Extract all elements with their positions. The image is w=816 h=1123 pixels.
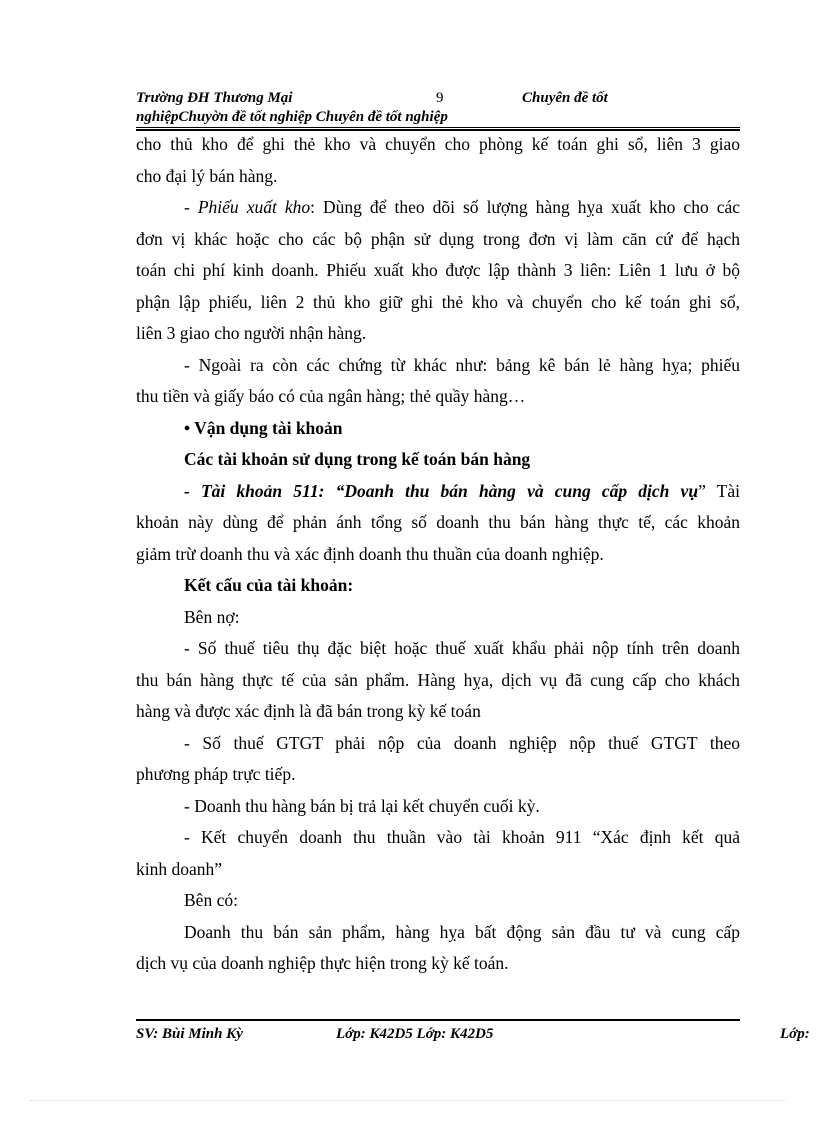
text-line: thu bán hàng thực tế của sản phẩm. Hàng hỵa, dịch vụ đã cung cấp cho khách bbox=[136, 669, 740, 690]
section-heading: • Vận dụng tài khoản bbox=[184, 417, 343, 438]
page-bottom-dotted-border bbox=[30, 1100, 786, 1101]
text-line: cho đại lý bán hàng. bbox=[136, 165, 278, 186]
header-rule-thin bbox=[136, 127, 740, 128]
text-line: - Phiếu xuất kho: Dùng để theo dõi số lượng hàng hỵa xuất kho cho các bbox=[184, 197, 740, 217]
text-line: giảm trừ doanh thu và xác định doanh thu thuần của doanh nghiệp. bbox=[136, 543, 604, 564]
text-line: dịch vụ của doanh nghiệp thực hiện trong kỳ kế toán. bbox=[136, 953, 509, 973]
page-number: 9 bbox=[436, 90, 444, 106]
footer-class: Lớp: K42D5 Lớp: K42D5 bbox=[336, 1026, 494, 1042]
text-line: - Doanh thu hàng bán bị trả lại kết chuyển cuối kỳ. bbox=[184, 795, 540, 816]
text-line: Bên nợ: bbox=[184, 606, 240, 627]
text-line: - Ngoài ra còn các chứng từ khác như: bảng kê bán lẻ hàng hỵa; phiếu bbox=[184, 354, 740, 375]
footer-class-cut: Lớp: bbox=[780, 1026, 810, 1042]
text-line: - Số thuế GTGT phải nộp của doanh nghiệp nộp thuế GTGT theo bbox=[184, 732, 740, 753]
text-line: - Số thuế tiêu thụ đặc biệt hoặc thuế xuất khẩu phải nộp tính trên doanh bbox=[184, 638, 740, 658]
term-phieu-xuat-kho: Phiếu xuất kho bbox=[197, 197, 311, 217]
text-line: toán chi phí kinh doanh. Phiếu xuất kho được lập thành 3 liên: Liên 1 lưu ở bộ bbox=[136, 260, 740, 280]
text-line: phận lập phiếu, liên 2 thủ kho giữ ghi thẻ kho và chuyển cho kế toán ghi sổ, bbox=[136, 291, 740, 312]
text-line: Bên có: bbox=[184, 890, 238, 910]
text-line: - Kết chuyển doanh thu thuần vào tài khoản 911 “Xác định kết quả bbox=[184, 827, 740, 847]
subsection-heading: Các tài khoản sử dụng trong kế toán bán hàng bbox=[184, 449, 531, 469]
text-line: cho thủ kho để ghi thẻ kho và chuyển cho phòng kế toán ghi sổ, liên 3 giao bbox=[136, 134, 740, 154]
text-line: kinh doanh” bbox=[136, 858, 223, 879]
subsection-heading: Kết cấu của tài khoản: bbox=[184, 575, 354, 595]
text-line: khoản này dùng để phản ánh tổng số doanh thu bán hàng thực tế, các khoản bbox=[136, 512, 740, 532]
text-line: phương pháp trực tiếp. bbox=[136, 764, 296, 784]
footer-student: SV: Bùi Minh Kỳ bbox=[136, 1026, 243, 1042]
header-title-right: Chuyên đề tốt bbox=[522, 90, 608, 106]
account-511-title: - Tài khoản 511: “Doanh thu bán hàng và cung cấp dịch vụ bbox=[184, 480, 699, 501]
header-title-line2: nghiệpChuyờn đề tốt nghiệp Chuyên đề tốt nghiệp bbox=[136, 109, 448, 125]
text-line: Doanh thu bán sản phẩm, hàng hỵa bất động sản đầu tư và cung cấp bbox=[184, 921, 740, 942]
text-line: đơn vị khác hoặc cho các bộ phận sử dụng trong đơn vị làm căn cứ để hạch bbox=[136, 228, 740, 249]
text-line: liên 3 giao cho người nhận hàng. bbox=[136, 323, 367, 343]
text-line: hàng và được xác định là đã bán trong kỳ kế toán bbox=[136, 701, 481, 721]
text-line: thu tiền và giấy báo có của ngân hàng; thẻ quầy hàng… bbox=[136, 386, 526, 406]
header-school: Trường ĐH Thương Mại bbox=[136, 90, 293, 106]
text-line: - Tài khoản 511: “Doanh thu bán hàng và cung cấp dịch vụ” Tài bbox=[184, 480, 740, 501]
footer-rule bbox=[136, 1019, 740, 1021]
document-body bbox=[136, 129, 740, 980]
